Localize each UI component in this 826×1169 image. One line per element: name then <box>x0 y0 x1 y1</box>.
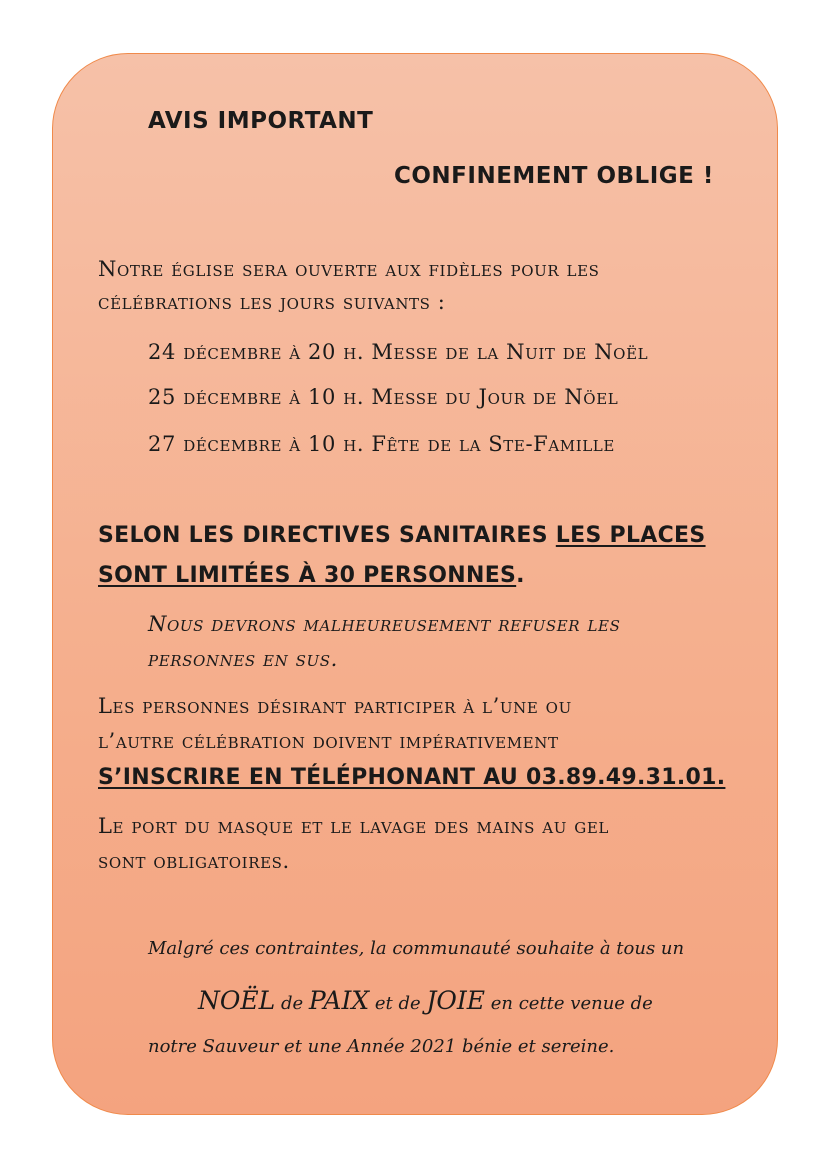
greeting-noel: NOËL <box>198 986 276 1015</box>
directive-period: . <box>516 563 525 588</box>
directive-line-1 <box>98 523 706 548</box>
greeting-paix: PAIX <box>308 986 370 1015</box>
directive-limit: SONT LIMITÉES À 30 PERSONNES <box>98 563 517 588</box>
greeting-rest: en cette venue de <box>485 993 653 1014</box>
register-line-2: l’autre célébration doivent impérativement <box>98 729 559 753</box>
register-phone-text: S’INSCRIRE EN TÉLÉPHONANT AU 03.89.49.31.01. <box>98 765 726 790</box>
greeting-line-3: notre Sauveur et une Année 2021 bénie et sereine. <box>148 1036 615 1057</box>
mask-line-1: Le port du masque et le lavage des mains au gel <box>98 814 609 838</box>
register-line-1: Les personnes désirant participer à l’une ou <box>98 694 572 718</box>
directive-line-2 <box>98 563 525 588</box>
notice-subtitle: CONFINEMENT OBLIGE ! <box>394 163 714 189</box>
register-phone <box>98 765 725 790</box>
intro-line-2: célébrations les jours suivants : <box>98 290 446 314</box>
directive-text: SELON LES DIRECTIVES SANITAIRES <box>98 523 556 548</box>
directive-places: LES PLACES <box>555 523 706 548</box>
greeting-de: de <box>275 993 309 1014</box>
schedule-item: 27 décembre à 10 h. Fête de la Ste-Famille <box>148 432 615 456</box>
greeting-joie: JOIE <box>426 986 486 1015</box>
schedule-item: 25 décembre à 10 h. Messe du Jour de Nöel <box>148 385 619 409</box>
intro-line-1: Notre église sera ouverte aux fidèles pour les <box>98 257 600 281</box>
notice-title: AVIS IMPORTANT <box>148 108 374 134</box>
refusal-line-2: personnes en sus. <box>148 647 338 671</box>
refusal-line-1: Nous devrons malheureusement refuser les <box>148 612 621 636</box>
greeting-line-2 <box>198 986 653 1015</box>
greeting-et-de: et de <box>369 993 427 1014</box>
greeting-line-1: Malgré ces contraintes, la communauté souhaite à tous un <box>148 938 685 959</box>
mask-line-2: sont obligatoires. <box>98 849 290 873</box>
schedule-item: 24 décembre à 20 h. Messe de la Nuit de Noël <box>148 340 649 364</box>
